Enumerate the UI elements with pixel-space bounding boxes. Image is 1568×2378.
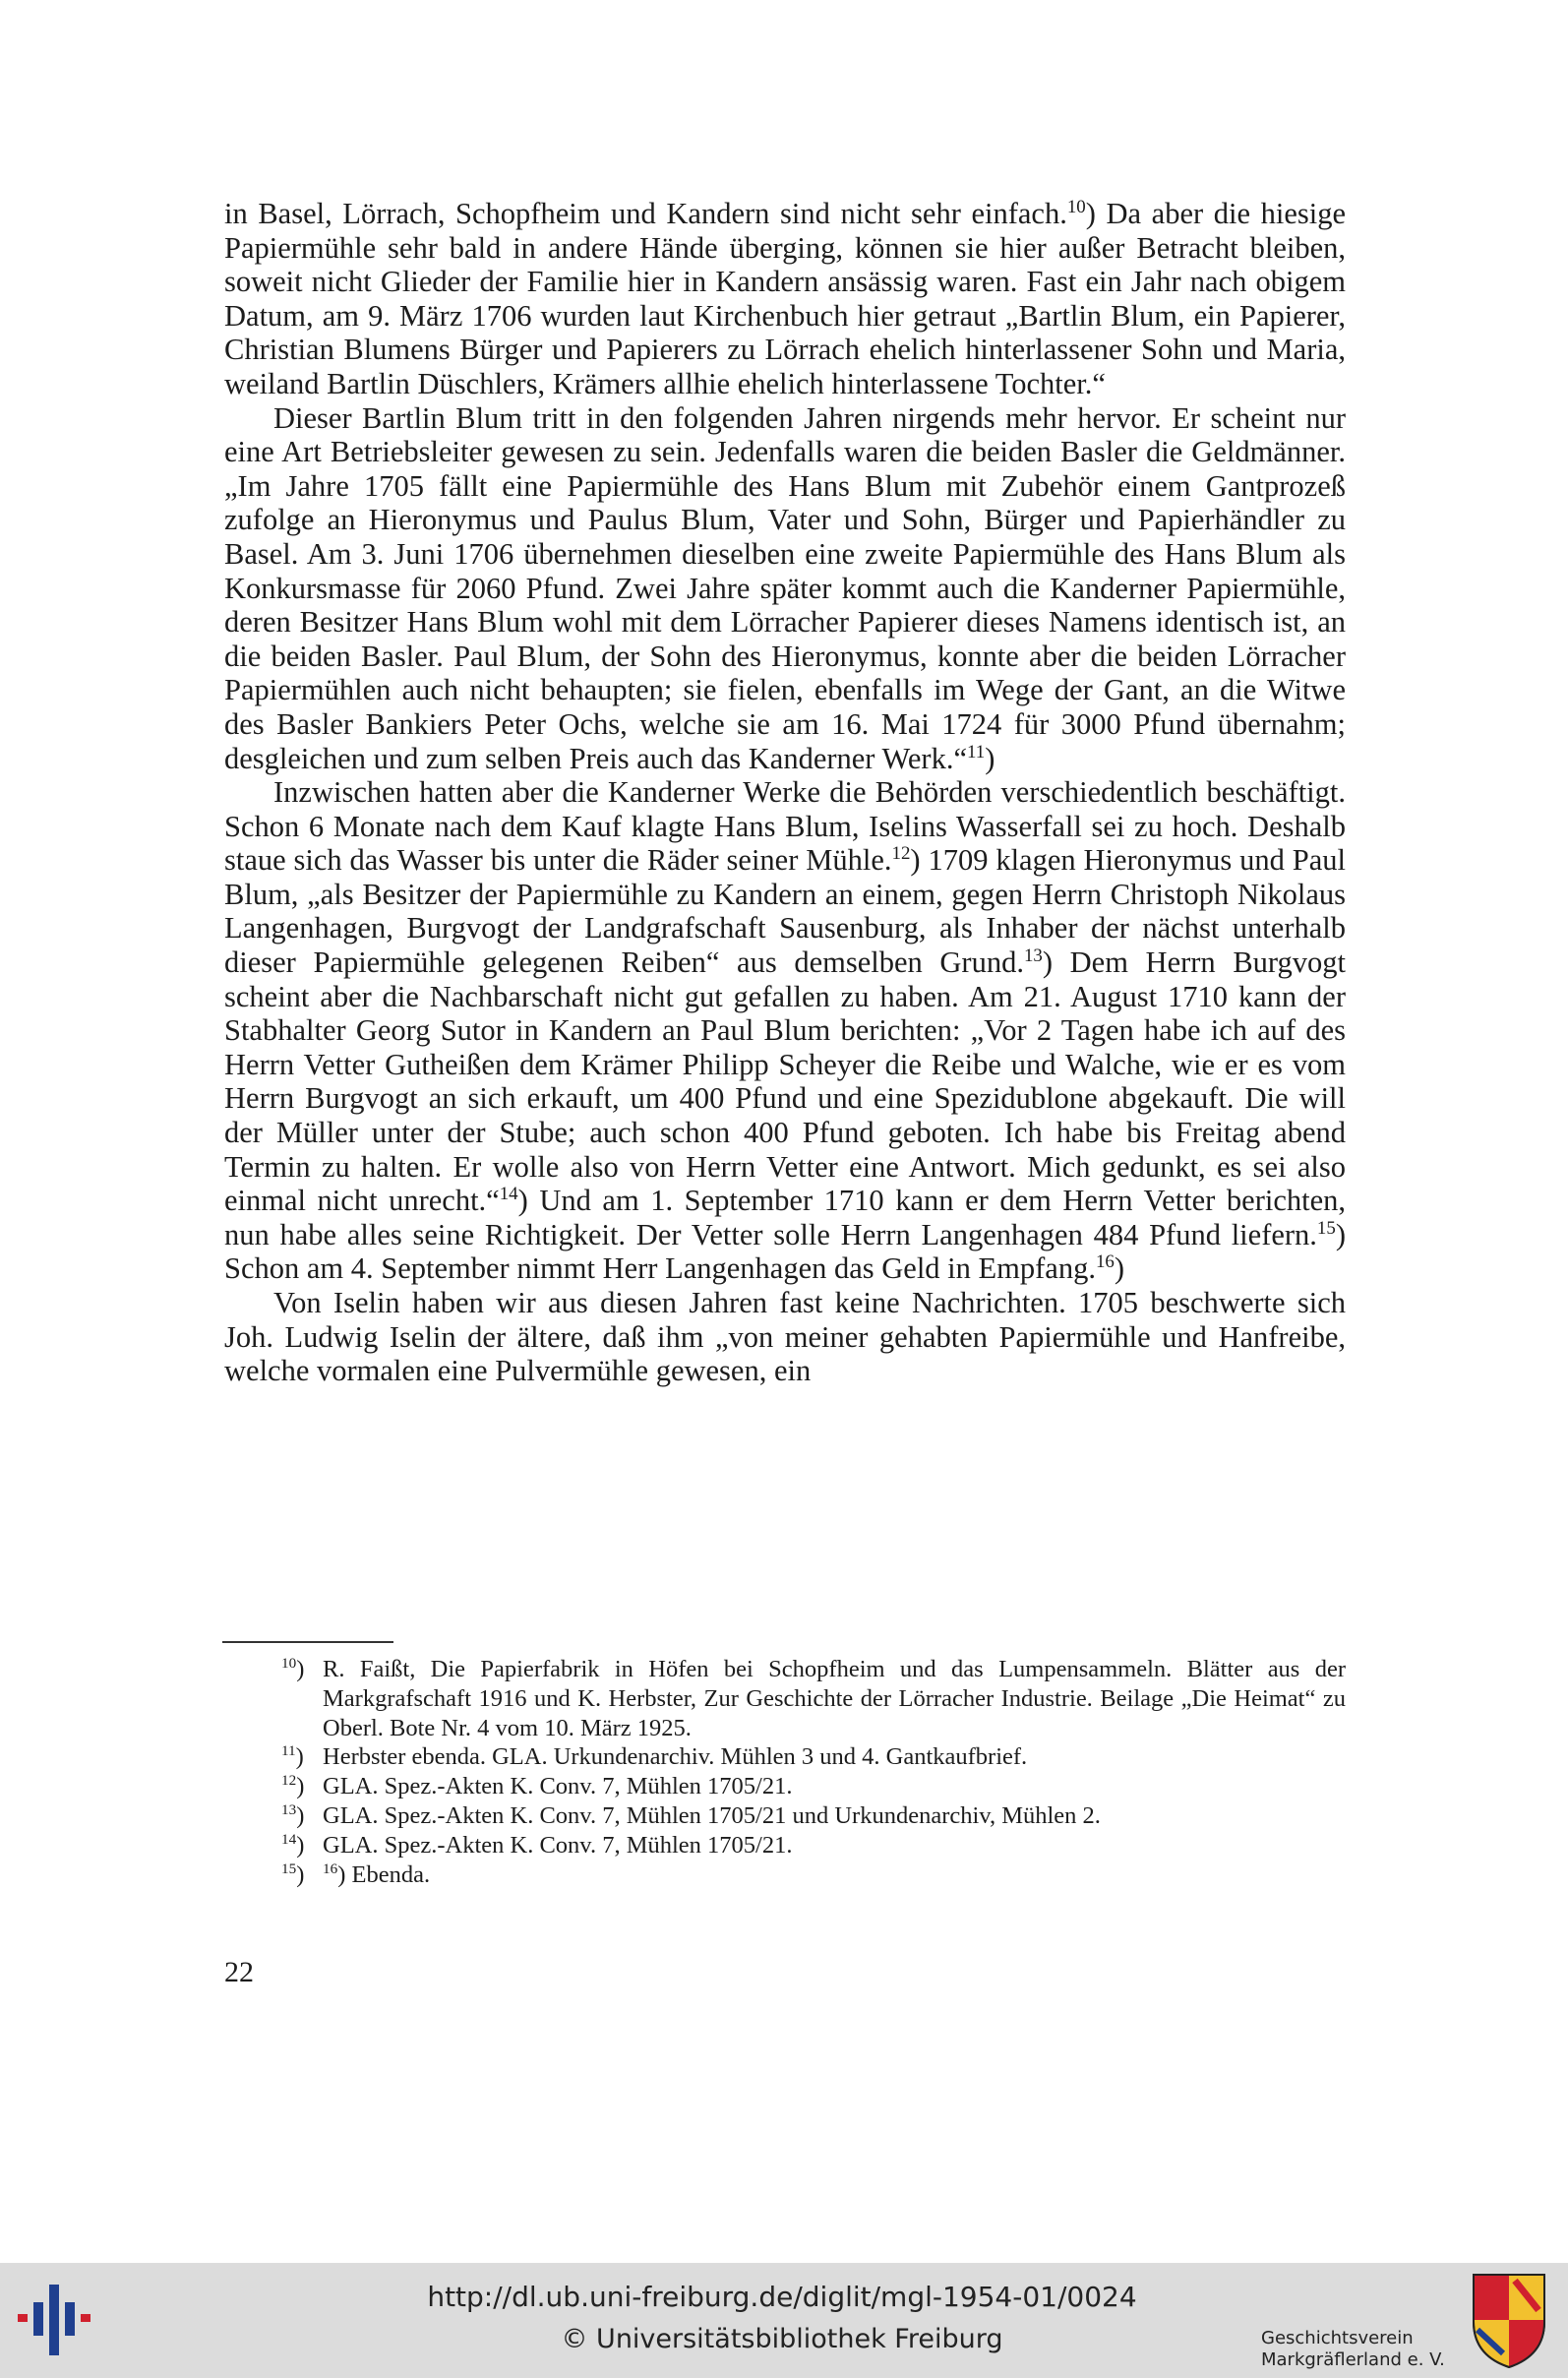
footnote: $^{13}$) GLA. Spez.-Akten K. Conv. 7, Mühlen 1705/21 und Urkundenarchiv, Mühlen 2.: [281, 1800, 1101, 1829]
footnote-ref: 13: [1023, 945, 1043, 966]
page-number: 22: [224, 1956, 254, 1988]
footnote: $^{15}$) $^{16}$) Ebenda.: [281, 1860, 431, 1888]
ub-freiburg-logo-icon[interactable]: [18, 2285, 102, 2355]
footnote-ref: 16: [1095, 1251, 1115, 1273]
footnote: $^{12}$) GLA. Spez.-Akten K. Conv. 7, Mühlen 1705/21.: [281, 1772, 793, 1800]
coat-of-arms-icon[interactable]: [1470, 2271, 1548, 2369]
paragraph-1: in Basel, Lörrach, Schopfheim und Kandern sind nicht sehr einfach.$^{10}$) Da aber die hiesige Papiermühle sehr bald in andere Hände überging, können sie hier außer Betracht bleiben, soweit nicht Glieder der Familie hier in Kandern ansässig waren. Fast ein Jahr nach obigem Datum, am 9. März 1706 wurden laut Kirchenbuch hier getraut „Bartlin Blum, ein Papierer, Christian Blumens Bürger und Papierers zu Lörrach ehelich hinterlassener Sohn und Maria, weiland Bartlin Düschlers, Krämers allhie ehelich hinterlassene Tochter.“: [224, 196, 1346, 400]
source-url-link[interactable]: http://dl.ub.uni-freiburg.de/diglit/mgl-1954-01/0024: [427, 2281, 1137, 2313]
footnotes: [281, 1655, 1346, 1889]
footnote: $^{10}$) R. Faißt, Die Papierfabrik in Höfen bei Schopfheim und das Lumpensammeln. Blätter aus der Markgrafschaft 1916 und K. Herbster, Zur Geschichte der Lörracher Industrie. Beilage „Die Heimat“ zu Oberl. Bote Nr. 4 vom 10. März 1925.: [281, 1654, 1346, 1741]
footnote-ref: 12: [891, 843, 911, 865]
footnote-ref: 11: [966, 741, 986, 762]
society-name: Geschichtsverein Markgräflerland e. V.: [1261, 2328, 1445, 2370]
copyright-text: © Universitätsbibliothek Freiburg: [561, 2324, 1003, 2354]
footnote: $^{14}$) GLA. Spez.-Akten K. Conv. 7, Mühlen 1705/21.: [281, 1830, 793, 1859]
body-text: [224, 197, 1346, 1388]
footer-bar: [0, 2263, 1568, 2378]
paragraph-3: Inzwischen hatten aber die Kanderner Werke die Behörden verschiedentlich beschäftigt. Schon 6 Monate nach dem Kauf klagte Hans Blum, Iselins Wasserfall sei zu hoch. Deshalb staue sich das Wasser bis unter die Räder seiner Mühle.$^{12}$) 1709 klagen Hieronymus und Paul Blum, „als Besitzer der Papiermühle zu Kandern an einem, gegen Herrn Christoph Nikolaus Langenhagen, Burgvogt der Landgrafschaft Sausenburg, als Inhaber der nächst unterhalb dieser Papiermühle gelegenen Reiben“ aus demselben Grund.$^{13}$) Dem Herrn Burgvogt scheint aber die Nachbarschaft nicht gut gefallen zu haben. Am 21. August 1710 kann der Stabhalter Georg Sutor in Kandern an Paul Blum berichten: „Vor 2 Tagen habe ich auf des Herrn Vetter Gutheißen dem Krämer Philipp Scheyer die Reibe und Walche, wie er es vom Herrn Burgvogt an sich erkauft, um 400 Pfund und eine Spezidublone abgekauft. Die will der Müller unter der Stube; auch schon 400 Pfund geboten. Ich habe bis Freitag abend Termin zu halten. Er wolle also von Herrn Vetter eine Antwort. Mich gedunkt, es sei also einmal nicht unrecht.“$^{14}$) Und am 1. September 1710 kann er dem Herrn Vetter berichten, nun habe alles seine Richtigkeit. Der Vetter solle Herrn Langenhagen 484 Pfund liefern.$^{15}$) Schon am 4. September nimmt Herr Langenhagen das Geld in Empfang.$^{16}$): [224, 775, 1347, 1286]
paragraph-4: Von Iselin haben wir aus diesen Jahren fast keine Nachrichten. 1705 beschwerte sich Joh. Ludwig Iselin der ältere, daß ihm „von meiner gehabten Papiermühle und Hanfreibe, welche vormalen eine Pulvermühle gewesen, ein: [224, 1286, 1346, 1388]
footnote-divider: [222, 1641, 393, 1643]
footnote-ref: 15: [1316, 1217, 1336, 1239]
footnote-ref: 10: [1066, 196, 1086, 217]
paragraph-2: Dieser Bartlin Blum tritt in den folgenden Jahren nirgends mehr hervor. Er scheint nur eine Art Betriebsleiter gewesen zu sein. Jedenfalls waren die beiden Basler die Geldmänner. „Im Jahre 1705 fällt eine Papiermühle des Hans Blum mit Zubehör einem Gantprozeß zufolge an Hieronymus und Paulus Blum, Vater und Sohn, Bürger und Papierhändler zu Basel. Am 3. Juni 1706 übernehmen dieselben eine zweite Papiermühle des Hans Blum als Konkursmasse für 2060 Pfund. Zwei Jahre später kommt auch die Kanderner Papiermühle, deren Besitzer Hans Blum wohl mit dem Lörracher Papierer dieses Namens identisch ist, an die beiden Basler. Paul Blum, der Sohn des Hieronymus, konnte aber die beiden Lörracher Papiermühlen auch nicht behaupten; sie fielen, ebenfalls im Wege der Gant, an die Witwe des Basler Bankiers Peter Ochs, welche sie am 16. Mai 1724 für 3000 Pfund übernahm; desgleichen und zum selben Preis auch das Kanderner Werk.“$^{11}$): [224, 400, 1346, 775]
footnote-ref: 14: [499, 1184, 518, 1205]
footnote: $^{11}$) Herbster ebenda. GLA. Urkundenarchiv. Mühlen 3 und 4. Gantkaufbrief.: [281, 1742, 1028, 1771]
